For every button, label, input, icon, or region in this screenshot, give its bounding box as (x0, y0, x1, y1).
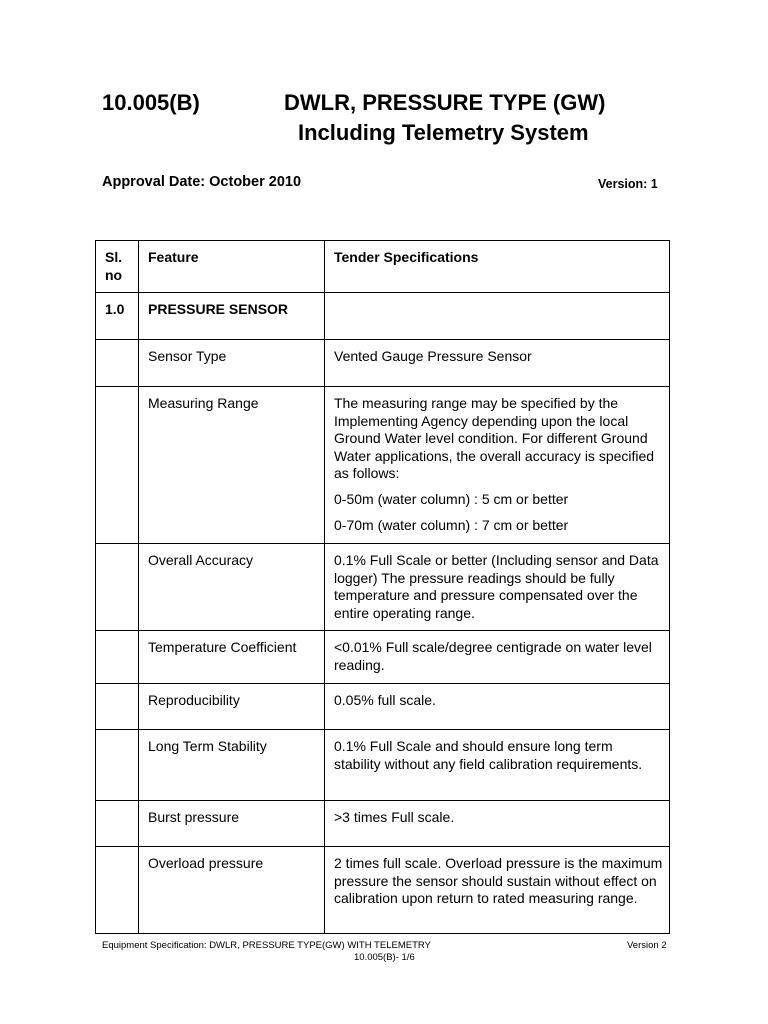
header-tender-specifications: Tender Specifications (325, 241, 670, 293)
row-spec: 0.05% full scale. (325, 684, 670, 730)
document-title: DWLR, PRESSURE TYPE (GW) (284, 90, 606, 115)
row-feature: Burst pressure (139, 801, 325, 847)
table-row (96, 340, 670, 387)
section-spec-empty (325, 293, 670, 340)
row-spec: 0.1% Full Scale and should ensure long term stability without any field calibration requirements. (325, 730, 670, 801)
row-spec: <0.01% Full scale/degree centigrade on water level reading. (325, 631, 670, 684)
footer-equipment-spec: Equipment Specification: DWLR, PRESSURE TYPE(GW) WITH TELEMETRY (102, 940, 431, 951)
row-feature: Overall Accuracy (139, 544, 325, 631)
row-feature: Measuring Range (139, 387, 325, 544)
document-subtitle: Including Telemetry System (298, 120, 589, 145)
row-sl-empty (96, 387, 139, 544)
section-number: 1.0 (96, 293, 139, 340)
table-row (96, 847, 670, 934)
row-sl-empty (96, 801, 139, 847)
table-header-row (96, 241, 670, 293)
table-row (96, 684, 670, 730)
version-label: Version: 1 (598, 177, 658, 191)
row-spec: The measuring range may be specified by the Implementing Agency depending upon the local Ground Water level condition. For different Ground Water applications, the overall accuracy is specified as follows: 0-50m (water column) : 5 cm or better 0-70m (water column) : 7 cm or better (325, 387, 670, 544)
row-spec: 2 times full scale. Overload pressure is the maximum pressure the sensor should sustain without effect on calibration upon return to rated measuring range. (325, 847, 670, 934)
row-spec: Vented Gauge Pressure Sensor (325, 340, 670, 387)
row-feature: Reproducibility (139, 684, 325, 730)
row-sl-empty (96, 847, 139, 934)
section-title: PRESSURE SENSOR (139, 293, 325, 340)
row-spec: >3 times Full scale. (325, 801, 670, 847)
row-sl-empty (96, 730, 139, 801)
table-row (96, 730, 670, 801)
row-feature: Long Term Stability (139, 730, 325, 801)
row-sl-empty (96, 631, 139, 684)
row-feature: Sensor Type (139, 340, 325, 387)
header-feature: Feature (139, 241, 325, 293)
row-sl-empty (96, 340, 139, 387)
table-row (96, 801, 670, 847)
specification-table (95, 240, 670, 934)
section-row (96, 293, 670, 340)
document-code: 10.005(B) (102, 90, 200, 115)
table-row (96, 387, 670, 544)
row-sl-empty (96, 684, 139, 730)
approval-date: Approval Date: October 2010 (102, 174, 302, 190)
row-spec: 0.1% Full Scale or better (Including sensor and Data logger) The pressure readings should be fully temperature and pressure compensated over the entire operating range. (325, 544, 670, 631)
table-row (96, 631, 670, 684)
footer-version: Version 2 (627, 940, 667, 951)
table-row (96, 544, 670, 631)
row-feature: Overload pressure (139, 847, 325, 934)
footer-page-number: 10.005(B)- 1/6 (354, 952, 415, 963)
header-sl-no: Sl. no (96, 241, 139, 293)
row-sl-empty (96, 544, 139, 631)
row-feature: Temperature Coefficient (139, 631, 325, 684)
